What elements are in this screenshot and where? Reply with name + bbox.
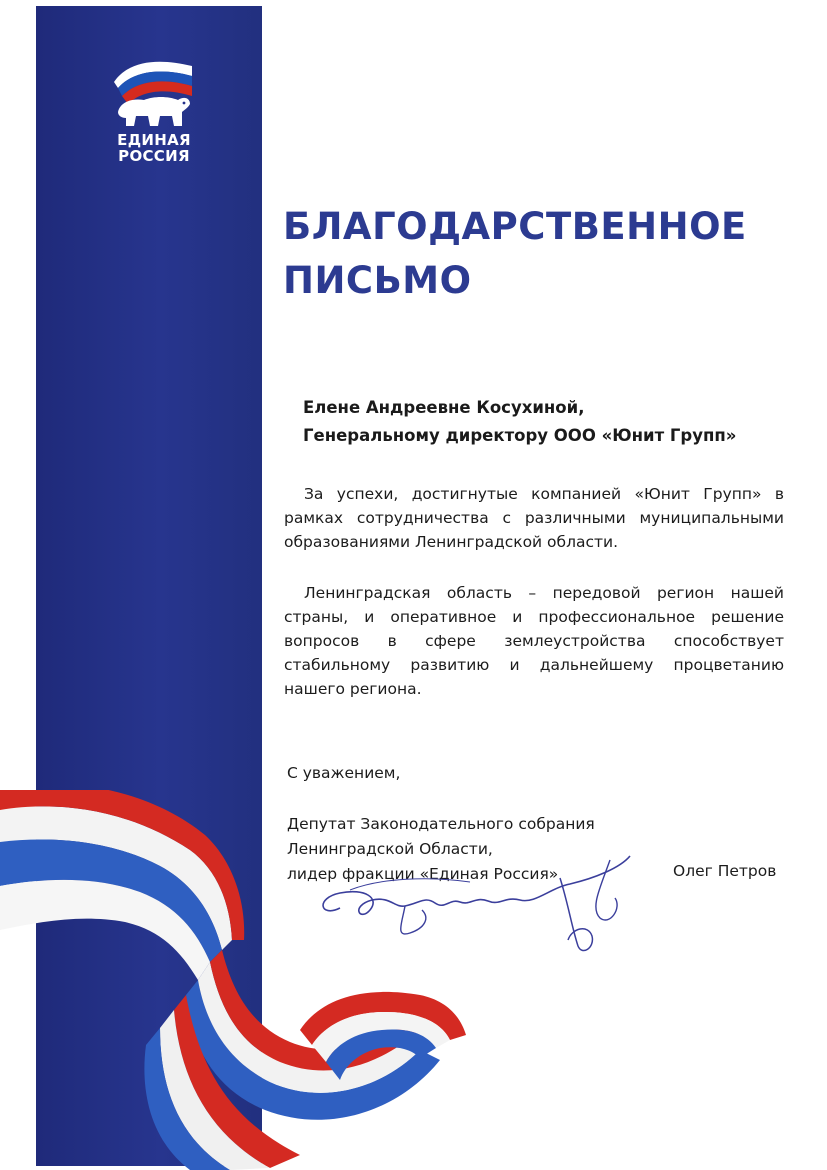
body-paragraph-2: Ленинградская область – передовой регион нашей страны, и оперативное и профессиональное решение вопросов в сфере землеустройства способствует стабильному развитию и дальнейшему процветанию нашего региона. — [284, 584, 784, 698]
title-line2: ПИСЬМО — [283, 259, 472, 302]
addressee-name: Елене Андреевне Косухиной, — [303, 398, 585, 417]
party-logo — [104, 52, 204, 170]
bear-flag-emblem-icon — [104, 52, 204, 132]
signer-position-line2: Ленинградской Области, — [287, 840, 493, 858]
letter-title — [283, 200, 803, 308]
addressee-block — [303, 394, 803, 450]
logo-text-line1: ЕДИНАЯ — [117, 131, 191, 149]
signer-position-line1: Депутат Законодательного собрания — [287, 815, 595, 833]
closing-regards: С уважением, — [287, 764, 401, 782]
logo-text-line2: РОССИЯ — [118, 147, 190, 165]
title-line1: БЛАГОДАРСТВЕННОЕ — [283, 205, 747, 248]
signer-position-line3: лидер фракции «Единая Россия» — [287, 865, 559, 883]
tricolor-ribbon-decoration — [0, 790, 470, 1170]
signer-name: Олег Петров — [673, 862, 777, 880]
body-paragraph-1: За успехи, достигнутые компанией «Юнит Групп» в рамках сотрудничества с различными муниципальными образованиями Ленинградской области. — [284, 485, 784, 551]
addressee-position: Генеральному директору ООО «Юнит Групп» — [303, 426, 737, 445]
